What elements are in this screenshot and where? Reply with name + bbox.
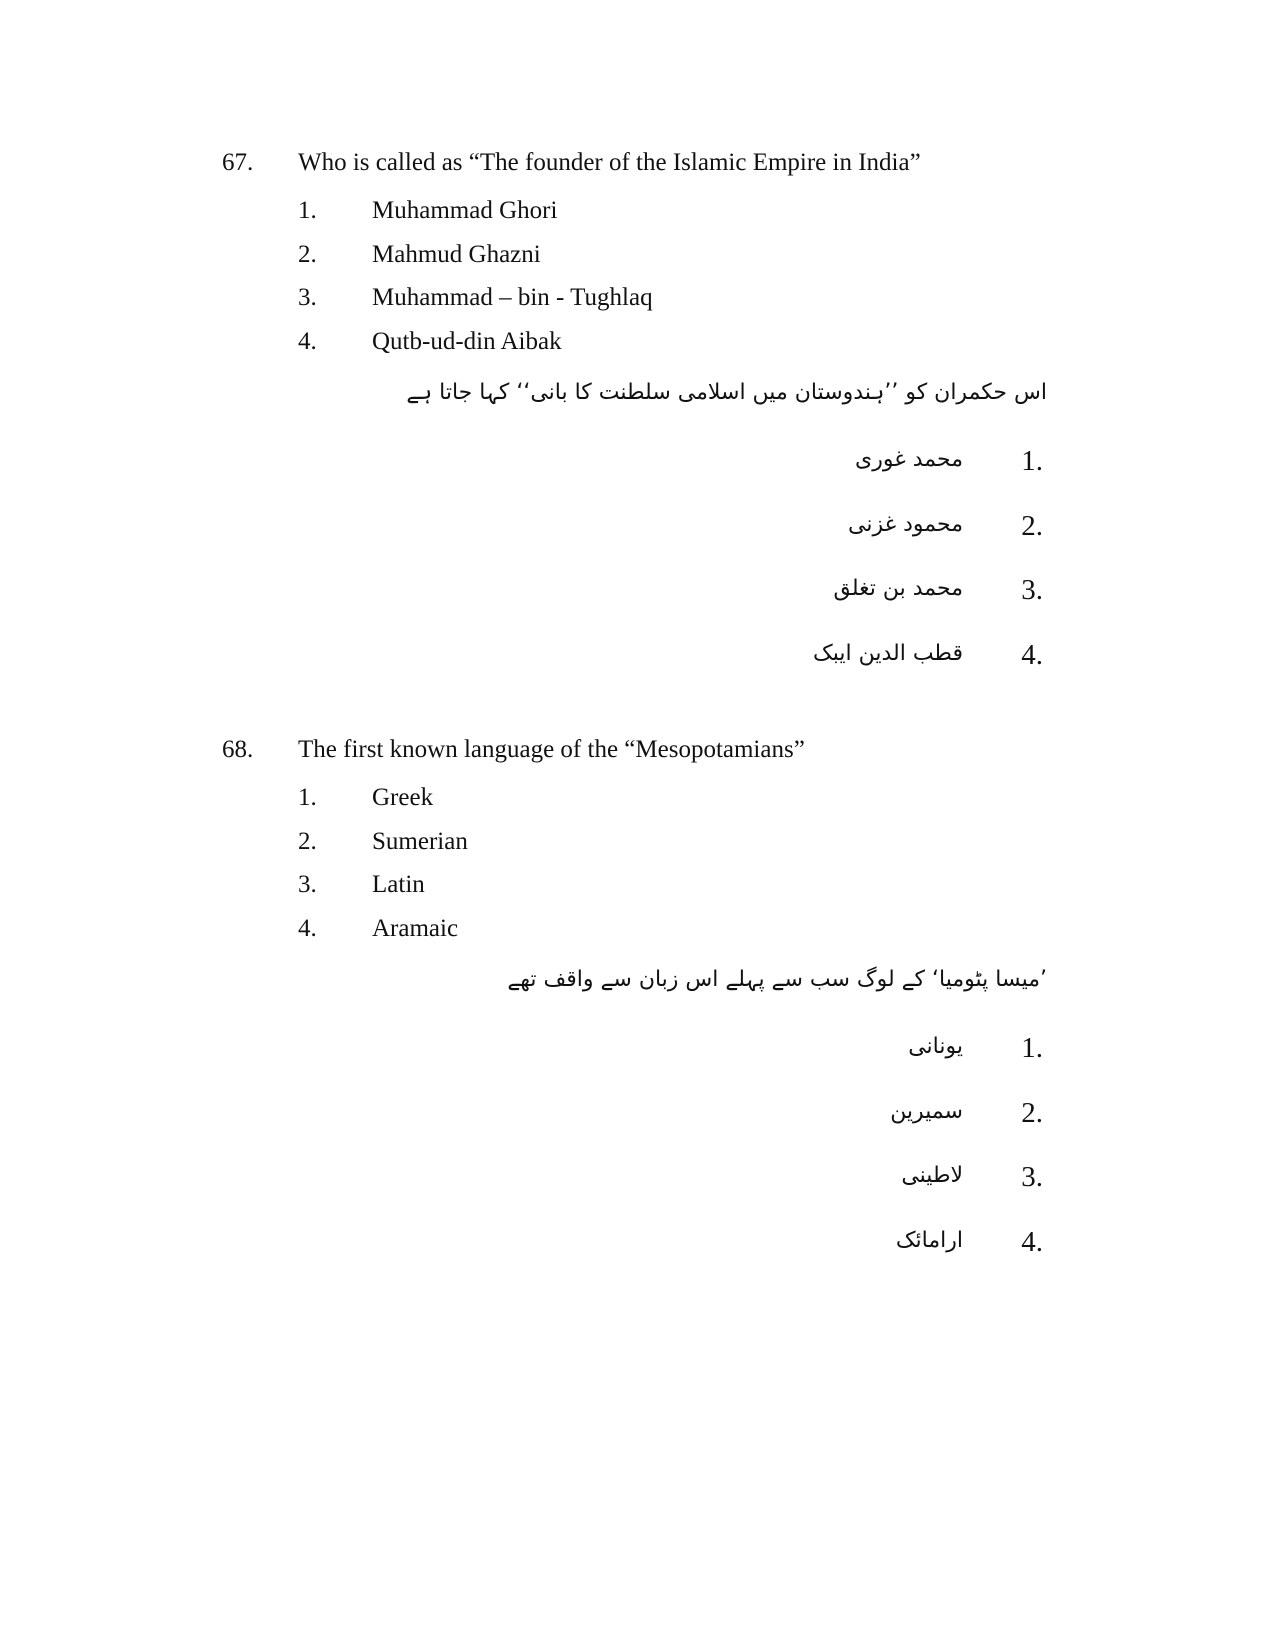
urdu-option-text: محمود غزنی: [848, 511, 963, 537]
urdu-option-number: 4.: [1021, 1225, 1043, 1258]
urdu-option-number: 2.: [1021, 1096, 1043, 1129]
urdu-option-item: [0, 1150, 1275, 1215]
question-67: [0, 148, 1275, 692]
option-number: 2.: [298, 240, 317, 268]
urdu-option-number: 3.: [1021, 1161, 1043, 1193]
option-number: 4.: [298, 914, 317, 942]
urdu-option-item: [0, 1086, 1275, 1151]
english-options: [0, 196, 1275, 370]
urdu-option-item: [0, 1021, 1275, 1086]
option-item: [0, 827, 1275, 871]
urdu-option-text: ارامائک: [895, 1227, 963, 1253]
urdu-option-text: سمیرین: [890, 1098, 963, 1124]
option-number: 3.: [298, 871, 317, 898]
option-item: [0, 283, 1275, 327]
urdu-option-number: 2.: [1021, 509, 1043, 542]
urdu-option-number: 3.: [1021, 574, 1043, 606]
urdu-option-item: [0, 434, 1275, 499]
option-item: [0, 240, 1275, 284]
question-number: 67.: [222, 149, 254, 176]
urdu-option-text: لاطینی: [901, 1163, 963, 1188]
option-text: Aramaic: [372, 914, 459, 942]
option-number: 1.: [298, 197, 317, 224]
question-68: [0, 735, 1275, 1279]
option-number: 1.: [298, 784, 317, 811]
english-options: [0, 783, 1275, 957]
option-number: 4.: [298, 327, 317, 355]
urdu-option-number: 4.: [1021, 638, 1043, 671]
question-text: Who is called as “The founder of the Islamic Empire in India”: [298, 149, 921, 176]
question-text: The first known language of the “Mesopotamians”: [298, 736, 805, 763]
urdu-option-number: 1.: [1021, 445, 1043, 477]
option-number: 2.: [298, 827, 317, 855]
urdu-option-item: [0, 1215, 1275, 1280]
urdu-option-text: محمد غوری: [855, 447, 963, 472]
urdu-question-line: [0, 372, 1275, 434]
option-text: Sumerian: [372, 827, 468, 855]
urdu-option-item: [0, 628, 1275, 693]
option-text: Latin: [372, 871, 425, 898]
option-text: Greek: [372, 784, 434, 811]
question-number: 68.: [222, 736, 254, 763]
urdu-question-line: [0, 959, 1275, 1021]
option-item: [0, 870, 1275, 914]
option-text: Mahmud Ghazni: [372, 240, 541, 268]
question-line: [0, 148, 1275, 196]
question-line: [0, 735, 1275, 783]
urdu-option-item: [0, 563, 1275, 628]
urdu-option-text: محمد بن تغلق: [833, 576, 963, 601]
option-item: [0, 914, 1275, 958]
option-item: [0, 327, 1275, 371]
option-item: [0, 196, 1275, 240]
option-text: Muhammad Ghori: [372, 197, 558, 224]
urdu-option-text: یونانی: [908, 1034, 963, 1059]
option-item: [0, 783, 1275, 827]
option-text: Muhammad – bin - Tughlaq: [372, 284, 653, 311]
urdu-question-text: ’میسا پٹومیا‘ کے لوگ سب سے پہلے اس زبان سے واقف تھے: [507, 967, 1047, 992]
urdu-option-item: [0, 499, 1275, 564]
option-number: 3.: [298, 284, 317, 311]
urdu-option-text: قطب الدین ایبک: [813, 640, 963, 666]
option-text: Qutb-ud-din Aibak: [372, 327, 562, 355]
urdu-option-number: 1.: [1021, 1032, 1043, 1064]
urdu-question-text: اس حکمران کو ’’ہندوستان میں اسلامی سلطنت کا بانی‘‘ کہا جاتا ہے: [406, 380, 1047, 405]
